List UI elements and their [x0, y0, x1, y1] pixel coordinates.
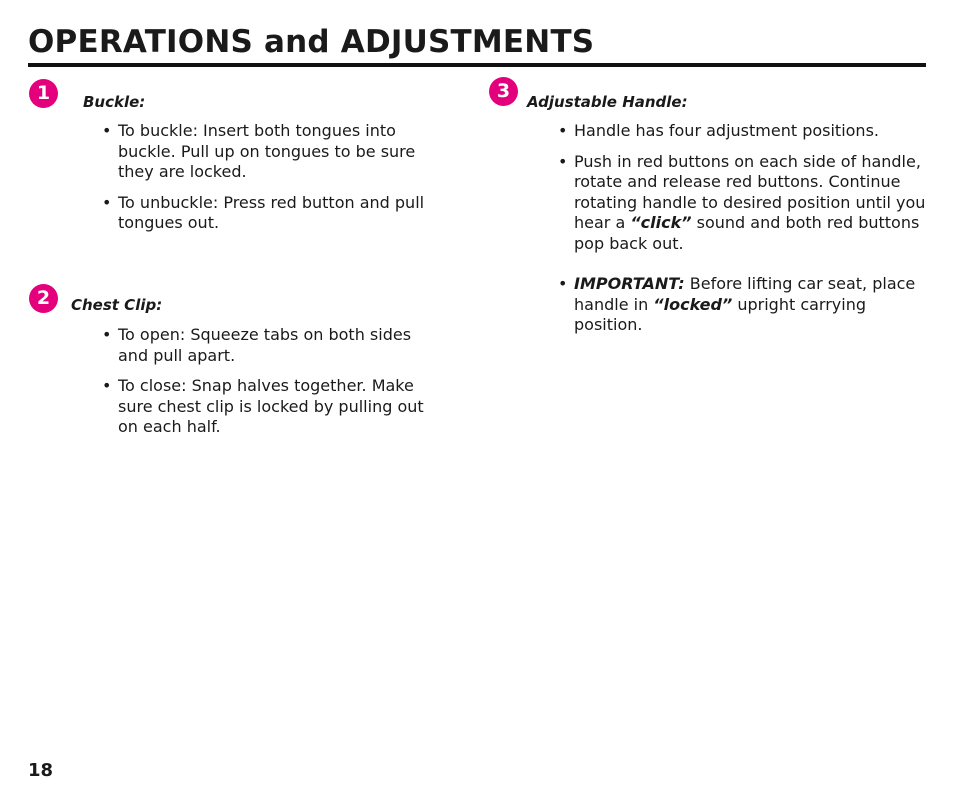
list-item-text: sound and both red buttons pop back out. [574, 213, 920, 253]
list-item [102, 193, 438, 234]
list-item [558, 274, 928, 336]
list-item [102, 121, 438, 183]
step-1-badge-icon: 1 [29, 79, 58, 108]
page-title: OPERATIONS and ADJUSTMENTS [28, 24, 595, 60]
list-item [558, 121, 928, 142]
list-item-text: Before lifting car seat, place handle in [574, 274, 916, 314]
list-item-text: Push in red buttons on each side of handle, rotate and release red buttons. Continue rotating handle to desired position until you hear a [574, 151, 926, 232]
section-heading-adjustable-handle: Adjustable Handle: [527, 93, 688, 111]
bullet-icon: • [558, 121, 568, 140]
chest-clip-bullet-list [102, 325, 438, 448]
list-item [102, 325, 438, 366]
title-divider [28, 63, 926, 67]
step-2-badge-icon: 2 [29, 284, 58, 313]
page-number: 18 [28, 760, 54, 781]
bullet-icon: • [558, 274, 568, 293]
adjustable-handle-bullet-list [558, 121, 928, 346]
list-item-text: Handle has four adjustment positions. [574, 121, 879, 140]
section-heading-buckle: Buckle: [83, 93, 146, 111]
bullet-icon: • [102, 325, 112, 344]
bullet-icon: • [558, 151, 568, 171]
bullet-icon: • [102, 121, 112, 140]
list-item [558, 152, 928, 255]
list-item-text: To buckle: Insert both tongues into buckle. Pull up on tongues to be sure they are locked. [118, 121, 416, 181]
section-heading-chest-clip: Chest Clip: [71, 296, 163, 314]
list-item [102, 376, 438, 438]
buckle-bullet-list [102, 121, 438, 244]
bullet-icon: • [102, 376, 112, 395]
emphasis-click: “click” [630, 213, 692, 232]
list-item-text: To unbuckle: Press red button and pull tongues out. [118, 192, 425, 232]
important-label: IMPORTANT: [574, 274, 685, 293]
bullet-icon: • [102, 192, 112, 212]
step-3-badge-icon: 3 [489, 77, 518, 106]
emphasis-locked: “locked” [653, 294, 733, 314]
list-item-text: To close: Snap halves together. Make sure chest clip is locked by pulling out on each half. [118, 376, 424, 436]
list-item-text: upright carrying position. [574, 294, 866, 334]
list-item-text: To open: Squeeze tabs on both sides and pull apart. [118, 325, 412, 365]
